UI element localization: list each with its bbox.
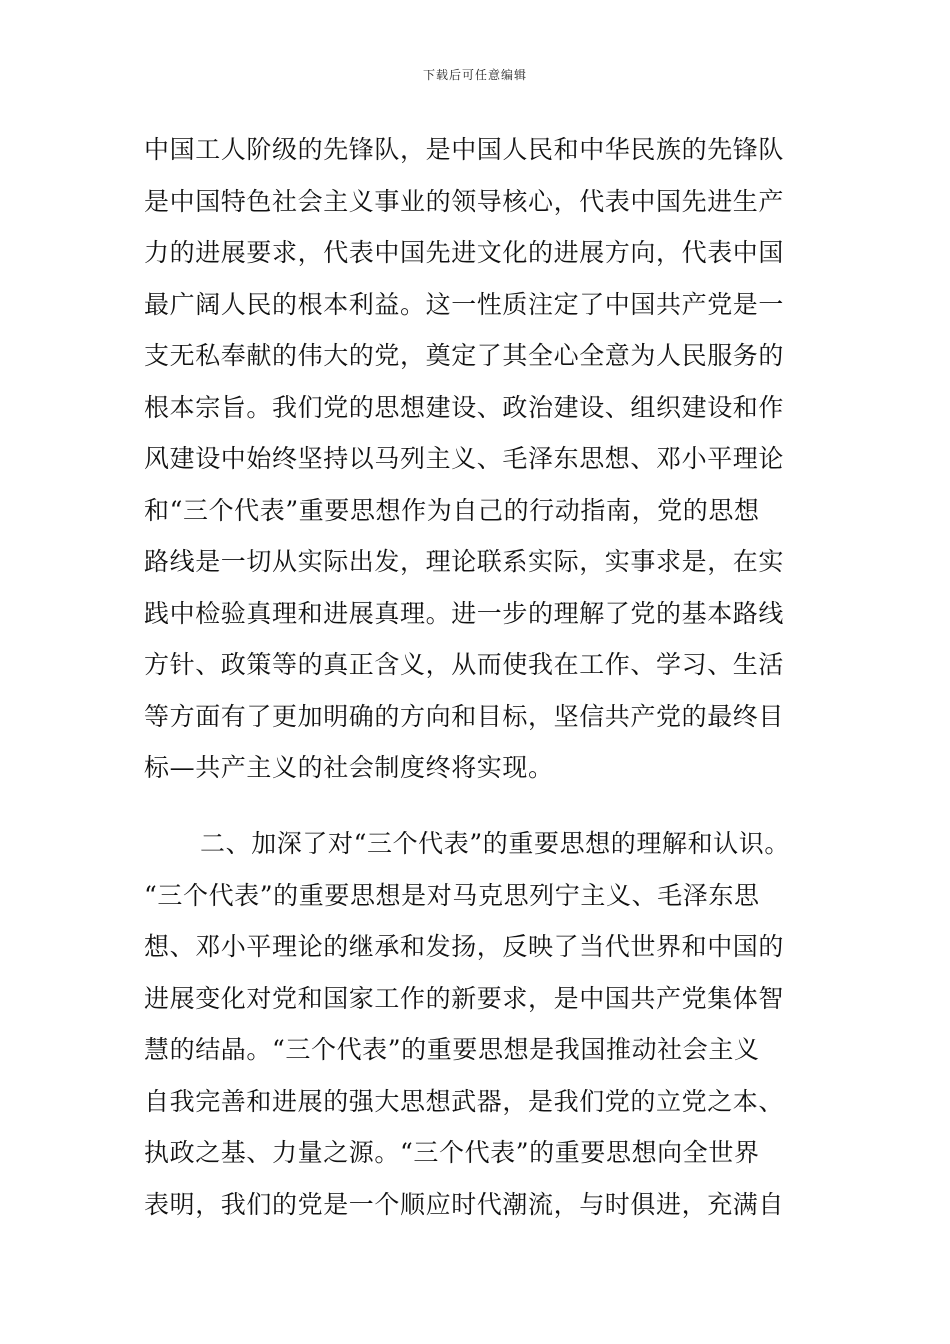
text-line: 最广阔人民的根本利益。这一性质注定了中国共产党是一	[144, 289, 785, 319]
text-line: 自我完善和进展的强大思想武器，是我们党的立党之本、	[144, 1086, 785, 1116]
text-line: 支无私奉献的伟大的党，奠定了其全心全意为人民服务的	[144, 341, 785, 370]
text-line: 慧的结晶。“三个代表”的重要思想是我国推动社会主义	[144, 1035, 760, 1064]
header-note: 下载后可任意编辑	[422, 68, 527, 82]
text-line: 等方面有了更加明确的方向和目标，坚信共产党的最终目	[144, 701, 785, 731]
text-line: 风建设中始终坚持以马列主义、毛泽东思想、邓小平理论	[144, 444, 785, 473]
paragraph-1	[144, 124, 824, 794]
text-line: 中国工人阶级的先锋队，是中国人民和中华民族的先锋队	[144, 135, 785, 164]
text-line: 方针、政策等的真正含义，从而使我在工作、学习、生活	[144, 650, 785, 679]
text-line: 力的进展要求，代表中国先进文化的进展方向，代表中国	[144, 238, 785, 267]
text-line: 进展变化对党和国家工作的新要求，是中国共产党集体智	[144, 983, 785, 1013]
paragraph-2	[144, 818, 824, 1230]
text-line-indented: 二、加深了对“三个代表”的重要思想的理解和认识。	[200, 829, 790, 858]
text-line: 标—共产主义的社会制度终将实现。	[144, 753, 554, 782]
text-line: 路线是一切从实际出发，理论联系实际，实事求是，在实	[144, 547, 785, 576]
text-line: 执政之基、力量之源。“三个代表”的重要思想向全世界	[144, 1138, 760, 1167]
text-line: “三个代表”的重要思想是对马克思列宁主义、毛泽东思	[144, 880, 760, 910]
text-line: 想、邓小平理论的继承和发扬，反映了当代世界和中国的	[144, 932, 785, 961]
text-line: 践中检验真理和进展真理。进一步的理解了党的基本路线	[144, 598, 785, 628]
text-line: 是中国特色社会主义事业的领导核心，代表中国先进生产	[144, 186, 785, 216]
text-line: 表明，我们的党是一个顺应时代潮流，与时俱进，充满自	[144, 1189, 785, 1219]
text-line: 和“三个代表”重要思想作为自己的行动指南，党的思想	[144, 495, 760, 525]
text-line: 根本宗旨。我们党的思想建设、政治建设、组织建设和作	[144, 392, 785, 422]
